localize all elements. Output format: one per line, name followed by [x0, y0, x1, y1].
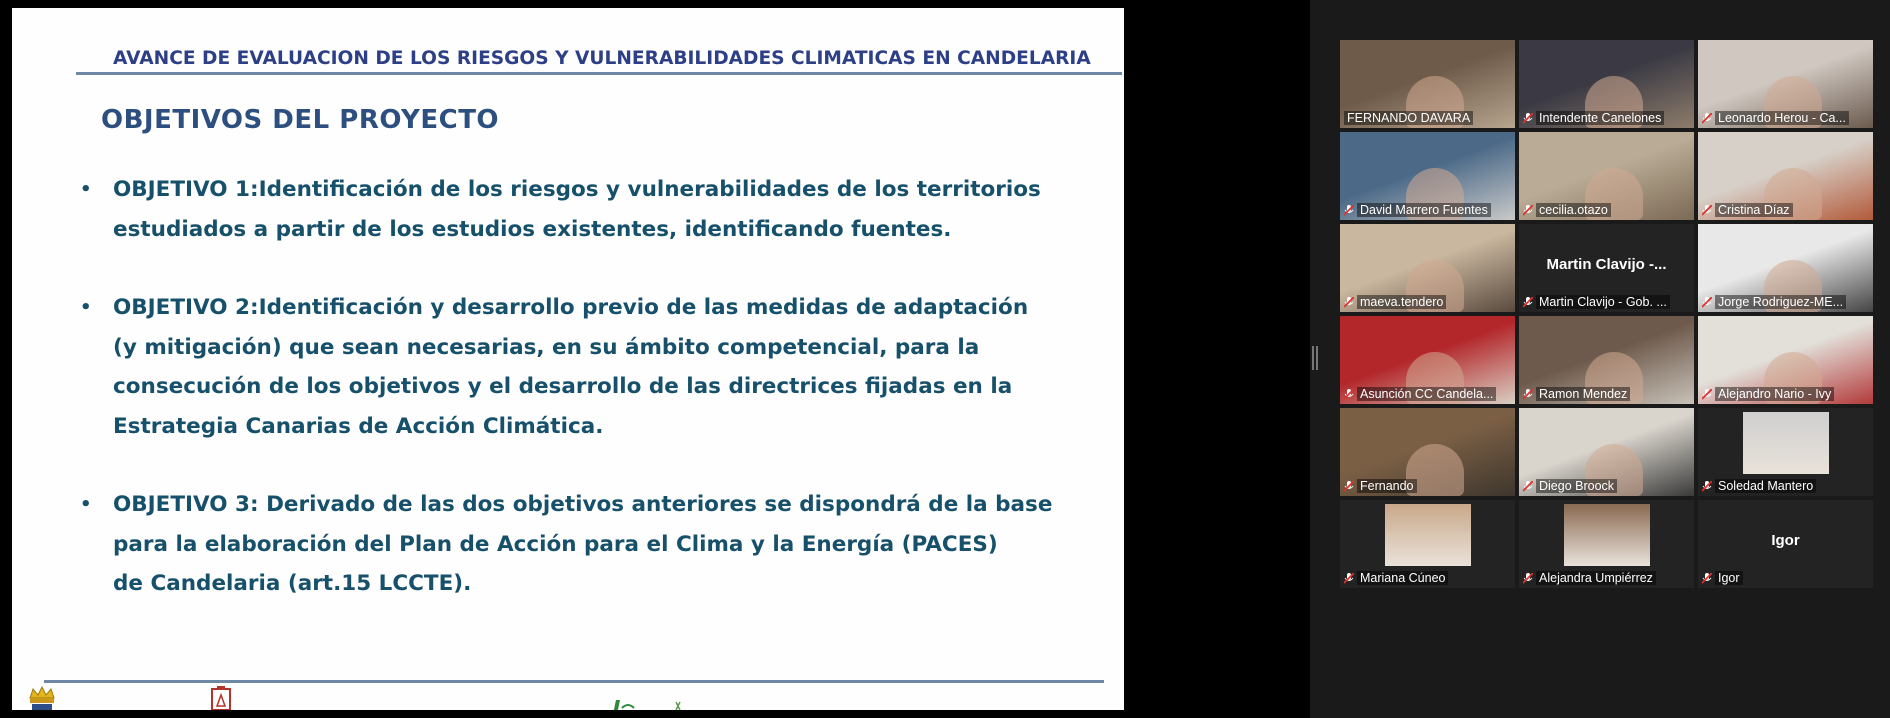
objective-line: (y mitigación) que sean necesarias, en su ámbito competencial, para la: [113, 334, 980, 360]
participant-tile[interactable]: [1519, 408, 1694, 496]
participant-name-label: [1344, 571, 1511, 585]
muted-mic-icon: [1702, 481, 1712, 492]
muted-mic-icon: [1523, 573, 1533, 584]
slide-header: AVANCE DE EVALUACION DE LOS RIESGOS Y VULNERABILIDADES CLIMATICAS EN CANDELARIA: [113, 48, 1091, 69]
participant-name: maeva.tendero: [1357, 295, 1446, 309]
slide-title: OBJETIVOS DEL PROYECTO: [101, 105, 500, 135]
participant-name: Fernando: [1357, 479, 1417, 493]
participant-name-label: [1344, 295, 1511, 309]
participant-name: Intendente Canelones: [1536, 111, 1664, 125]
participant-tile[interactable]: [1698, 408, 1873, 496]
footer-divider: [44, 680, 1104, 683]
presentation-slide: [12, 8, 1124, 710]
objective-item-3: [80, 485, 1080, 604]
participant-tile[interactable]: [1519, 132, 1694, 220]
participant-name-label: [1344, 387, 1511, 401]
muted-mic-icon: [1702, 297, 1712, 308]
bullet-icon: •: [80, 494, 92, 515]
participant-tile[interactable]: [1340, 408, 1515, 496]
bullet-icon: •: [80, 297, 92, 318]
profile-photo: [1743, 412, 1829, 474]
participant-name: Igor: [1715, 571, 1743, 585]
objective-line: de Candelaria (art.15 LCCTE).: [113, 571, 472, 596]
participant-name-label: [1523, 203, 1690, 217]
objective-line: Estrategia Canarias de Acción Climática.: [113, 413, 604, 439]
muted-mic-icon: [1523, 389, 1533, 400]
participant-name-label: [1523, 111, 1690, 125]
participant-tile[interactable]: [1340, 40, 1515, 128]
participant-tile[interactable]: [1340, 500, 1515, 588]
participant-tile[interactable]: [1340, 224, 1515, 312]
participant-name-label: [1702, 571, 1869, 585]
profile-photo: [1564, 504, 1650, 566]
objective-item-2: [80, 288, 1080, 446]
participant-name-label: [1344, 479, 1511, 493]
participant-name: Mariana Cúneo: [1357, 571, 1448, 585]
muted-mic-icon: [1344, 297, 1354, 308]
participant-display-name: Igor: [1771, 532, 1800, 549]
participant-display-name: Martin Clavijo -...: [1546, 256, 1667, 273]
muted-mic-icon: [1702, 389, 1712, 400]
participant-tile[interactable]: [1519, 224, 1694, 312]
muted-mic-icon: [1702, 205, 1712, 216]
objective-line: OBJETIVO 3: Derivado de las dos objetivos anteriores se dispondrá de la base: [113, 492, 1053, 517]
objective-line: para la elaboración del Plan de Acción para el Clima y la Energía (PACES): [113, 531, 998, 557]
objective-line: estudiados a partir de los estudios existentes, identificando fuentes.: [113, 216, 952, 242]
participant-tile[interactable]: [1698, 224, 1873, 312]
participant-name: Soledad Mantero: [1715, 479, 1816, 493]
participant-tile[interactable]: [1698, 40, 1873, 128]
participant-name: FERNANDO DAVARA: [1344, 111, 1473, 125]
participant-name-label: [1702, 295, 1869, 309]
participant-name: Leonardo Herou - Ca...: [1715, 111, 1849, 125]
municipal-logo-icon: [208, 686, 234, 710]
muted-mic-icon: [1523, 481, 1533, 492]
participant-tile[interactable]: [1519, 40, 1694, 128]
participant-name-label: [1702, 387, 1869, 401]
objectives-list: [80, 170, 1080, 604]
participant-name: Asunción CC Candela...: [1357, 387, 1496, 401]
participant-name: Diego Broock: [1536, 479, 1617, 493]
participant-name: Jorge Rodriguez-ME...: [1715, 295, 1846, 309]
muted-mic-icon: [1702, 113, 1712, 124]
participant-name: David Marrero Fuentes: [1357, 203, 1491, 217]
muted-mic-icon: [1344, 205, 1354, 216]
participant-name: Martin Clavijo - Gob. ...: [1536, 295, 1670, 309]
objective-item-1: [80, 170, 1080, 249]
muted-mic-icon: [1702, 573, 1712, 584]
participant-name-label: [1523, 295, 1690, 309]
bullet-icon: •: [80, 179, 92, 200]
participant-tile[interactable]: [1698, 316, 1873, 404]
participant-tile[interactable]: [1698, 500, 1873, 588]
muted-mic-icon: [1344, 389, 1354, 400]
participant-name-label: [1702, 203, 1869, 217]
participant-name: Ramon Mendez: [1536, 387, 1630, 401]
green-leaf-logo-icon: [606, 698, 696, 710]
crown-logo-icon: [24, 684, 60, 710]
participant-tile[interactable]: [1519, 500, 1694, 588]
participant-name: Alejandra Umpiérrez: [1536, 571, 1656, 585]
participant-name-label: [1344, 203, 1511, 217]
muted-mic-icon: [1344, 481, 1354, 492]
muted-mic-icon: [1523, 113, 1533, 124]
participant-tile[interactable]: [1519, 316, 1694, 404]
participant-name-label: [1523, 479, 1690, 493]
profile-photo: [1385, 504, 1471, 566]
participant-name-label: [1523, 387, 1690, 401]
muted-mic-icon: [1523, 297, 1533, 308]
participant-name: cecilia.otazo: [1536, 203, 1611, 217]
participant-tile[interactable]: [1698, 132, 1873, 220]
participant-name-label: [1523, 571, 1690, 585]
muted-mic-icon: [1344, 573, 1354, 584]
participant-name-label: [1702, 479, 1869, 493]
muted-mic-icon: [1523, 205, 1533, 216]
split-resize-handle[interactable]: [1312, 346, 1318, 370]
objective-line: consecución de los objetivos y el desarrollo de las directrices fijadas en la: [113, 374, 1013, 399]
header-divider: [76, 72, 1122, 75]
participant-tile[interactable]: [1340, 132, 1515, 220]
objective-line: OBJETIVO 1:Identificación de los riesgos y vulnerabilidades de los territorios: [113, 177, 1041, 202]
participant-name: Alejandro Nario - Ivy: [1715, 387, 1834, 401]
participant-tile[interactable]: [1340, 316, 1515, 404]
participant-name-label: [1702, 111, 1869, 125]
objective-line: OBJETIVO 2:Identificación y desarrollo previo de las medidas de adaptación: [113, 295, 1029, 320]
participant-name: Cristina Díaz: [1715, 203, 1793, 217]
participant-name-label: [1344, 111, 1511, 125]
